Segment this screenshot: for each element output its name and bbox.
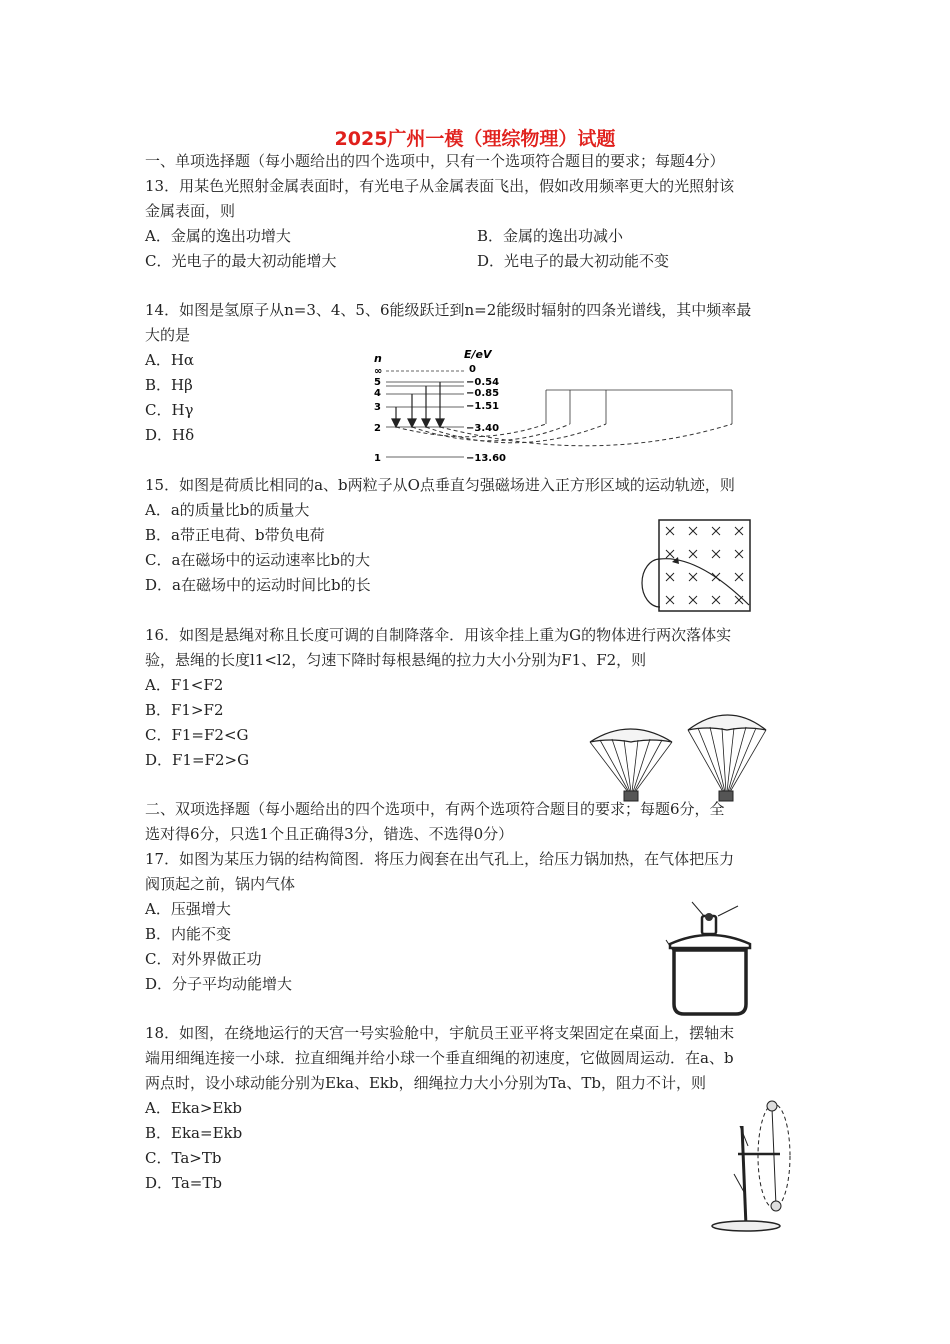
q13-option-d: D．光电子的最大初动能不变 xyxy=(477,252,670,270)
energy-axis-label: E/eV xyxy=(464,348,492,361)
q16-option-b: B．F1>F2 xyxy=(145,701,224,719)
q15-option-d: D．a在磁场中的运动时间比b的长 xyxy=(145,576,371,594)
q16-option-d: D．F1=F2>G xyxy=(145,751,250,769)
q14-option-d: D．Hδ xyxy=(145,426,195,444)
q14-stem-line2: 大的是 xyxy=(145,326,191,344)
level-e-2: −3.40 xyxy=(466,423,500,434)
level-n-inf: ∞ xyxy=(374,366,383,377)
level-n-5: 5 xyxy=(374,377,381,388)
q14-option-c: C．Hγ xyxy=(145,401,194,419)
q18-option-c: C．Ta>Tb xyxy=(145,1149,222,1167)
q13-stem-line2: 金属表面，则 xyxy=(145,202,236,220)
q18-stem-line1: 18．如图，在绕地运行的天宫一号实验舱中，宇航员王亚平将支架固定在桌面上，摆轴末 xyxy=(145,1024,735,1042)
q18-stem-line2: 端用细绳连接一小球．拉直细绳并给小球一个垂直细绳的初速度，它做圆周运动．在a、b xyxy=(145,1049,734,1067)
q14-option-b: B．Hβ xyxy=(145,376,193,394)
q15-option-c: C．a在磁场中的运动速率比b的大 xyxy=(145,551,371,569)
level-e-inf: 0 xyxy=(469,364,476,375)
q13-stem-line1: 13．用某色光照射金属表面时，有光电子从金属表面飞出，假如改用频率更大的光照射该 xyxy=(145,177,735,195)
q15-option-a: A．a的质量比b的质量大 xyxy=(145,501,310,519)
q18-option-b: B．Eka=Ekb xyxy=(145,1124,243,1142)
q16-option-a: A．F1<F2 xyxy=(145,676,224,694)
section2-heading-line1: 二、双项选择题（每小题给出的四个选项中，有两个选项符合题目的要求；每题6分，全 xyxy=(145,800,725,818)
q18-option-d: D．Ta=Tb xyxy=(145,1174,222,1192)
section1-heading: 一、单项选择题（每小题给出的四个选项中，只有一个选项符合题目的要求；每题4分） xyxy=(145,152,725,170)
q15-option-b: B．a带正电荷、b带负电荷 xyxy=(145,526,325,544)
section2-heading-line2: 选对得6分，只选1个且正确得3分，错选、不选得0分） xyxy=(145,825,514,843)
q13-option-b: B．金属的逸出功减小 xyxy=(477,227,624,245)
level-e-1: −13.60 xyxy=(466,453,507,464)
q17-option-c: C．对外界做正功 xyxy=(145,950,262,968)
level-n-4: 4 xyxy=(374,388,381,399)
level-n-3: 3 xyxy=(374,402,381,413)
page-title: 2025广州一模（理综物理）试题 xyxy=(334,128,616,150)
n-axis-label: n xyxy=(374,352,382,365)
level-e-5: −0.54 xyxy=(466,377,500,388)
pendulum-stand-diagram xyxy=(706,1096,816,1236)
q14-stem-line1: 14．如图是氢原子从n=3、4、5、6能级跃迁到n=2能级时辐射的四条光谱线，其中频率最 xyxy=(145,301,752,319)
q18-stem-line3: 两点时，设小球动能分别为Eka、Ekb，细绳拉力大小分别为Ta、Tb，阻力不计，则 xyxy=(145,1074,707,1092)
pressure-cooker-diagram xyxy=(662,900,762,1020)
q13-option-a: A．金属的逸出功增大 xyxy=(145,227,291,245)
q17-option-b: B．内能不变 xyxy=(145,925,232,943)
q14-option-a: A．Hα xyxy=(145,351,195,369)
q17-stem-line2: 阀顶起之前，锅内气体 xyxy=(145,875,296,893)
q16-stem-line1: 16．如图是悬绳对称且长度可调的自制降落伞．用该伞挂上重为G的物体进行两次落体实 xyxy=(145,626,732,644)
q16-stem-line2: 验，悬绳的长度l1<l2，匀速下降时每根悬绳的拉力大小分别为F1、F2，则 xyxy=(145,651,647,669)
level-e-4: −0.85 xyxy=(466,388,500,399)
q17-option-d: D．分子平均动能增大 xyxy=(145,975,293,993)
q16-option-c: C．F1=F2<G xyxy=(145,726,249,744)
q18-option-a: A．Eka>Ekb xyxy=(145,1099,243,1117)
q17-stem-line1: 17．如图为某压力锅的结构简图．将压力阀套在出气孔上，给压力锅加热，在气体把压力 xyxy=(145,850,735,868)
q13-option-c: C．光电子的最大初动能增大 xyxy=(145,252,337,270)
level-n-2: 2 xyxy=(374,423,381,434)
level-n-1: 1 xyxy=(374,453,381,464)
parachute-diagram xyxy=(586,706,774,802)
level-e-3: −1.51 xyxy=(466,401,500,412)
magnetic-field-diagram xyxy=(658,519,752,613)
energy-level-diagram xyxy=(366,348,746,468)
q15-stem: 15．如图是荷质比相同的a、b两粒子从O点垂直匀强磁场进入正方形区域的运动轨迹，则 xyxy=(145,476,735,494)
q17-option-a: A．压强增大 xyxy=(145,900,231,918)
